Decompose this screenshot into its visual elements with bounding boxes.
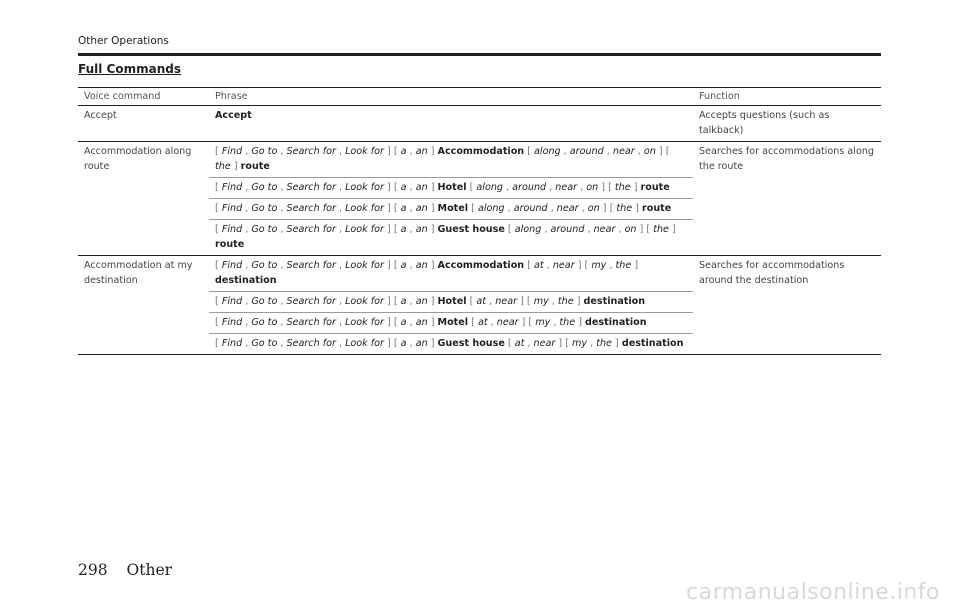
page-title: Full Commands [78, 62, 181, 76]
voice-command-cell: Accept [78, 106, 209, 142]
phrase-cell: [ Find , Go to , Search for , Look for ] [ a , an ] Hotel [ at , near ] [ my , the ] destination [209, 292, 693, 313]
header-rule [78, 53, 881, 56]
watermark: carmanualsonline.info [686, 580, 940, 605]
table-row [78, 256, 881, 292]
phrase-cell: [ Find , Go to , Search for , Look for ] [ a , an ] Guest house [ along , around , near , on ] [ the ] route [209, 220, 693, 256]
phrase-cell: [ Find , Go to , Search for , Look for ] [ a , an ] Motel [ at , near ] [ my , the ] destination [209, 313, 693, 334]
column-header-voice-command: Voice command [78, 88, 209, 106]
running-header: Other Operations [78, 35, 169, 47]
phrase-cell: [ Find , Go to , Search for , Look for ] [ a , an ] Hotel [ along , around , near , on ] [ the ] route [209, 178, 693, 199]
voice-command-cell: Accommodation along route [78, 142, 209, 256]
phrase-cell: [ Find , Go to , Search for , Look for ] [ a , an ] Motel [ along , around , near , on ] [ the ] route [209, 199, 693, 220]
chapter-name: Other [126, 561, 173, 579]
function-cell: Accepts questions (such as talkback) [693, 106, 881, 142]
table-row [78, 106, 881, 142]
commands-table [78, 87, 881, 355]
phrase-cell: [ Find , Go to , Search for , Look for ] [ a , an ] Accommodation [ along , around , near , on ] [ the ] route [209, 142, 693, 178]
table-row [78, 142, 881, 178]
voice-command-cell: Accommodation at my destination [78, 256, 209, 355]
phrase-cell [209, 106, 693, 142]
column-header-function: Function [693, 88, 881, 106]
phrase-cell: [ Find , Go to , Search for , Look for ] [ a , an ] Guest house [ at , near ] [ my , the ] destination [209, 334, 693, 355]
phrase-keyword: Accept [215, 110, 252, 121]
table-header-row [78, 88, 881, 106]
function-cell: Searches for accommodations around the destination [693, 256, 881, 355]
page-footer [78, 561, 172, 579]
column-header-phrase: Phrase [209, 88, 693, 106]
page-number: 298 [78, 561, 108, 579]
function-cell: Searches for accommodations along the route [693, 142, 881, 256]
phrase-cell: [ Find , Go to , Search for , Look for ] [ a , an ] Accommodation [ at , near ] [ my , the ] destination [209, 256, 693, 292]
